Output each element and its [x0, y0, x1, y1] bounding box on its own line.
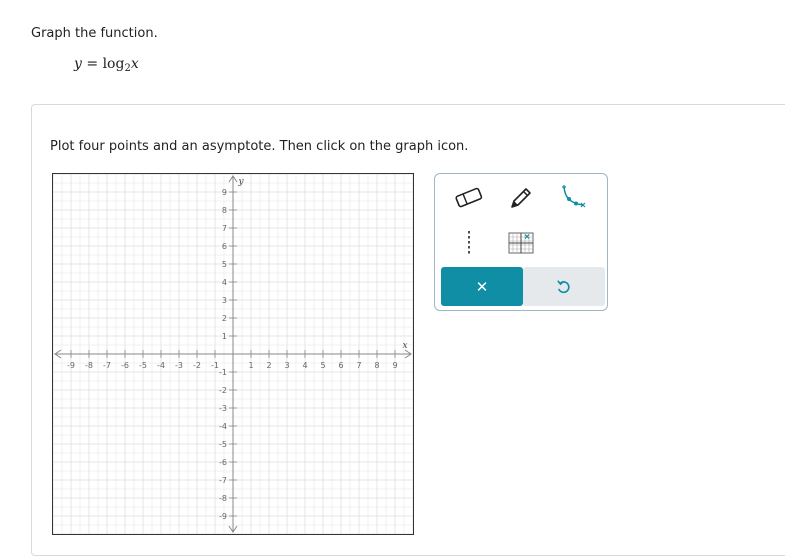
close-icon: ✕ [475, 277, 489, 296]
x-axis-label: x [402, 341, 408, 351]
y-tick-label: 7 [221, 224, 227, 233]
y-tick-label: -4 [219, 422, 227, 431]
instruction-text: Graph the function. [31, 26, 158, 41]
equation-base: 2 [124, 63, 131, 74]
equation-lhs: y [74, 56, 82, 72]
equation-arg: x [130, 56, 139, 72]
x-tick-label: -3 [175, 361, 183, 370]
equation-func: log [102, 56, 125, 72]
x-tick-label: 9 [392, 361, 398, 370]
y-tick-label: 2 [221, 314, 227, 323]
y-tick-label: 8 [221, 206, 227, 215]
tool-palette [434, 173, 608, 311]
x-tick-label: -4 [157, 361, 165, 370]
eraser-tool[interactable] [449, 180, 489, 216]
prompt-text: Plot four points and an asymptote. Then click on the graph icon. [50, 139, 469, 154]
coordinate-plane[interactable] [53, 174, 413, 534]
x-tick-label: 7 [356, 361, 362, 370]
x-tick-label: -8 [85, 361, 93, 370]
y-tick-label: 5 [221, 260, 227, 269]
undo-button[interactable] [523, 267, 605, 306]
function-equation [74, 56, 139, 72]
curve-icon [558, 184, 588, 212]
y-tick-label: -3 [219, 404, 227, 413]
x-tick-label: 6 [338, 361, 344, 370]
y-tick-label: -8 [219, 494, 227, 503]
x-tick-label: 4 [302, 361, 308, 370]
y-tick-label: -2 [219, 386, 227, 395]
pencil-icon [507, 184, 535, 212]
x-tick-label: -2 [193, 361, 201, 370]
x-tick-label: 3 [284, 361, 290, 370]
y-axis-label: y [238, 177, 244, 187]
undo-icon [556, 279, 572, 295]
x-tick-label: -7 [103, 361, 111, 370]
y-tick-label: -9 [219, 512, 227, 521]
x-tick-label: 2 [266, 361, 272, 370]
y-tick-label: 9 [221, 188, 227, 197]
x-tick-label: -9 [67, 361, 75, 370]
curve-tool[interactable] [553, 180, 593, 216]
y-tick-label: -1 [219, 368, 227, 377]
graph-icon [507, 230, 535, 256]
pencil-tool[interactable] [501, 180, 541, 216]
graph-area[interactable] [52, 173, 414, 535]
graph-tool[interactable] [501, 226, 541, 260]
eraser-icon [454, 187, 484, 209]
y-tick-label: -7 [219, 476, 227, 485]
y-tick-label: 1 [221, 332, 227, 341]
equation-equals: = [81, 56, 103, 72]
asymptote-tool[interactable] [449, 226, 489, 260]
y-tick-label: 6 [221, 242, 227, 251]
x-tick-label: -1 [211, 361, 219, 370]
x-tick-label: 1 [248, 361, 254, 370]
y-tick-label: -6 [219, 458, 227, 467]
asymptote-icon [463, 229, 475, 257]
x-tick-label: 8 [374, 361, 380, 370]
y-tick-label: 4 [221, 278, 227, 287]
y-tick-label: 3 [221, 296, 227, 305]
clear-button[interactable] [441, 267, 523, 306]
x-tick-label: -6 [121, 361, 129, 370]
x-tick-label: -5 [139, 361, 147, 370]
x-tick-label: 5 [320, 361, 326, 370]
y-tick-label: -5 [219, 440, 227, 449]
